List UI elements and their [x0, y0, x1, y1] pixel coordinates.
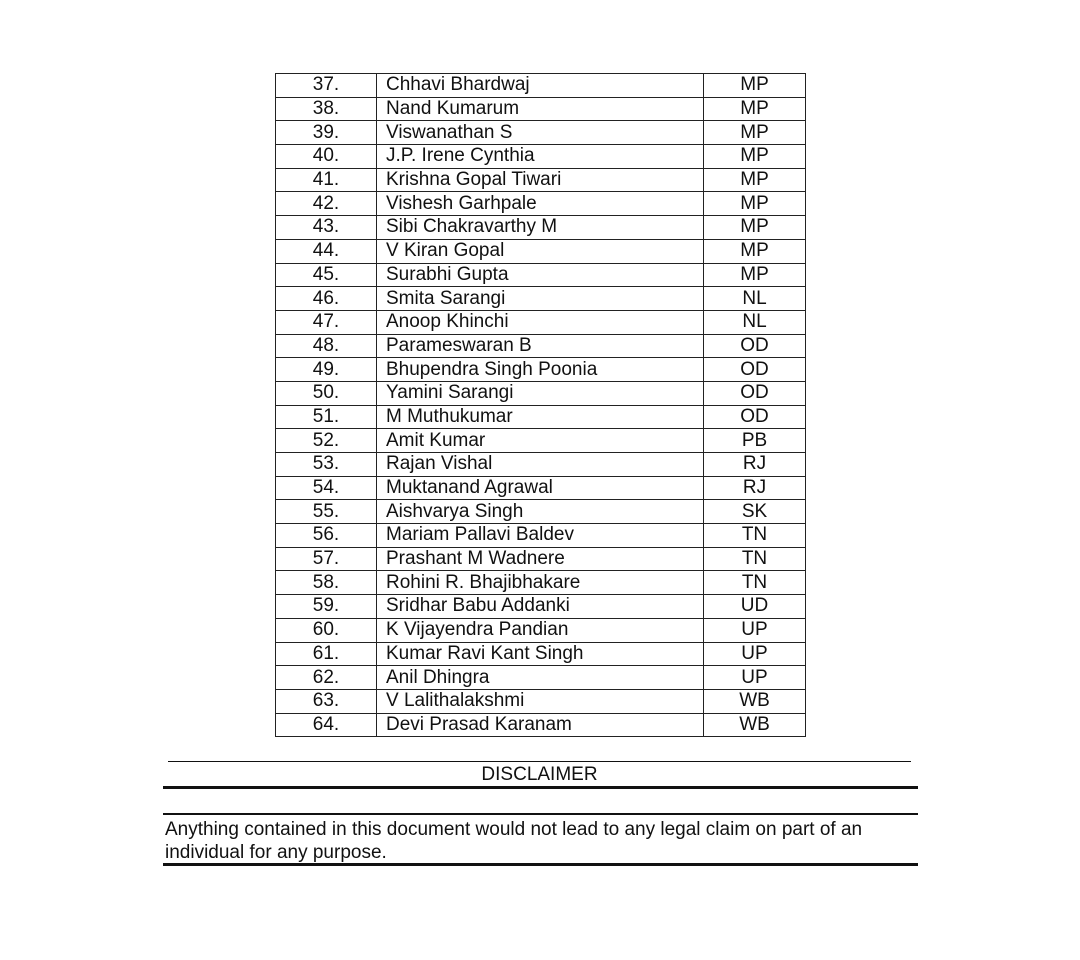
table-row: [276, 239, 806, 263]
table-row: [276, 216, 806, 240]
serial-number-cell: 54.: [276, 476, 377, 500]
serial-number-cell: 56.: [276, 524, 377, 548]
serial-number-cell: 37.: [276, 74, 377, 98]
table-row: [276, 453, 806, 477]
officer-name-cell: Krishna Gopal Tiwari: [377, 168, 704, 192]
state-code-cell: OD: [704, 334, 806, 358]
state-code-cell: MP: [704, 97, 806, 121]
divider-top: [168, 761, 911, 762]
officer-name-cell: Bhupendra Singh Poonia: [377, 358, 704, 382]
table-row: [276, 618, 806, 642]
disclaimer-title: DISCLAIMER: [481, 764, 598, 785]
officer-name-cell: Rohini R. Bhajibhakare: [377, 571, 704, 595]
officer-name-cell: V Kiran Gopal: [377, 239, 704, 263]
serial-number-cell: 51.: [276, 405, 377, 429]
table-row: [276, 381, 806, 405]
state-code-cell: MP: [704, 74, 806, 98]
officer-name-cell: Nand Kumarum: [377, 97, 704, 121]
officer-name-cell: Amit Kumar: [377, 429, 704, 453]
table-row: [276, 571, 806, 595]
table-row: [276, 192, 806, 216]
officer-name-cell: V Lalithalakshmi: [377, 689, 704, 713]
state-code-cell: MP: [704, 192, 806, 216]
officer-name-cell: Yamini Sarangi: [377, 381, 704, 405]
table-row: [276, 287, 806, 311]
state-code-cell: PB: [704, 429, 806, 453]
table-row: [276, 500, 806, 524]
officer-name-cell: Chhavi Bhardwaj: [377, 74, 704, 98]
table-row: [276, 97, 806, 121]
state-code-cell: TN: [704, 524, 806, 548]
state-code-cell: RJ: [704, 453, 806, 477]
officer-name-cell: M Muthukumar: [377, 405, 704, 429]
serial-number-cell: 53.: [276, 453, 377, 477]
state-code-cell: MP: [704, 239, 806, 263]
officers-table-body: [276, 74, 806, 737]
table-row: [276, 334, 806, 358]
officer-name-cell: J.P. Irene Cynthia: [377, 145, 704, 169]
officer-name-cell: Aishvarya Singh: [377, 500, 704, 524]
state-code-cell: NL: [704, 310, 806, 334]
state-code-cell: OD: [704, 381, 806, 405]
table-row: [276, 429, 806, 453]
divider-thick-lower: [163, 813, 918, 815]
officer-name-cell: Kumar Ravi Kant Singh: [377, 642, 704, 666]
officer-name-cell: Viswanathan S: [377, 121, 704, 145]
serial-number-cell: 59.: [276, 595, 377, 619]
table-row: [276, 595, 806, 619]
table-row: [276, 168, 806, 192]
state-code-cell: UP: [704, 666, 806, 690]
disclaimer-text: Anything contained in this document would not lead to any legal claim on part of an individual for any purpose.: [165, 819, 863, 863]
state-code-cell: NL: [704, 287, 806, 311]
table-row: [276, 121, 806, 145]
table-row: [276, 642, 806, 666]
serial-number-cell: 44.: [276, 239, 377, 263]
divider-thick: [163, 786, 918, 789]
officer-name-cell: Muktanand Agrawal: [377, 476, 704, 500]
officer-name-cell: Vishesh Garhpale: [377, 192, 704, 216]
serial-number-cell: 49.: [276, 358, 377, 382]
serial-number-cell: 46.: [276, 287, 377, 311]
serial-number-cell: 45.: [276, 263, 377, 287]
serial-number-cell: 48.: [276, 334, 377, 358]
officer-name-cell: Devi Prasad Karanam: [377, 713, 704, 737]
serial-number-cell: 43.: [276, 216, 377, 240]
serial-number-cell: 55.: [276, 500, 377, 524]
state-code-cell: MP: [704, 121, 806, 145]
serial-number-cell: 41.: [276, 168, 377, 192]
table-row: [276, 145, 806, 169]
officer-name-cell: Surabhi Gupta: [377, 263, 704, 287]
table-row: [276, 310, 806, 334]
divider-bottom: [163, 863, 918, 866]
serial-number-cell: 50.: [276, 381, 377, 405]
table-row: [276, 476, 806, 500]
serial-number-cell: 39.: [276, 121, 377, 145]
table-row: [276, 713, 806, 737]
officer-name-cell: Sridhar Babu Addanki: [377, 595, 704, 619]
table-row: [276, 358, 806, 382]
serial-number-cell: 57.: [276, 547, 377, 571]
officer-name-cell: Smita Sarangi: [377, 287, 704, 311]
officer-name-cell: Prashant M Wadnere: [377, 547, 704, 571]
officer-name-cell: Parameswaran B: [377, 334, 704, 358]
officers-table: [275, 73, 806, 737]
serial-number-cell: 61.: [276, 642, 377, 666]
state-code-cell: MP: [704, 145, 806, 169]
state-code-cell: OD: [704, 358, 806, 382]
table-row: [276, 547, 806, 571]
state-code-cell: SK: [704, 500, 806, 524]
state-code-cell: MP: [704, 168, 806, 192]
state-code-cell: MP: [704, 263, 806, 287]
state-code-cell: TN: [704, 547, 806, 571]
serial-number-cell: 60.: [276, 618, 377, 642]
serial-number-cell: 58.: [276, 571, 377, 595]
officer-name-cell: Rajan Vishal: [377, 453, 704, 477]
state-code-cell: TN: [704, 571, 806, 595]
officer-name-cell: K Vijayendra Pandian: [377, 618, 704, 642]
state-code-cell: UP: [704, 618, 806, 642]
serial-number-cell: 38.: [276, 97, 377, 121]
serial-number-cell: 40.: [276, 145, 377, 169]
state-code-cell: UD: [704, 595, 806, 619]
table-row: [276, 689, 806, 713]
state-code-cell: RJ: [704, 476, 806, 500]
serial-number-cell: 63.: [276, 689, 377, 713]
table-row: [276, 74, 806, 98]
state-code-cell: OD: [704, 405, 806, 429]
officer-name-cell: Sibi Chakravarthy M: [377, 216, 704, 240]
serial-number-cell: 42.: [276, 192, 377, 216]
state-code-cell: MP: [704, 216, 806, 240]
table-row: [276, 263, 806, 287]
serial-number-cell: 47.: [276, 310, 377, 334]
state-code-cell: WB: [704, 689, 806, 713]
serial-number-cell: 64.: [276, 713, 377, 737]
officer-name-cell: Mariam Pallavi Baldev: [377, 524, 704, 548]
officer-name-cell: Anil Dhingra: [377, 666, 704, 690]
table-row: [276, 666, 806, 690]
table-row: [276, 524, 806, 548]
state-code-cell: UP: [704, 642, 806, 666]
state-code-cell: WB: [704, 713, 806, 737]
serial-number-cell: 62.: [276, 666, 377, 690]
table-row: [276, 405, 806, 429]
officer-name-cell: Anoop Khinchi: [377, 310, 704, 334]
serial-number-cell: 52.: [276, 429, 377, 453]
